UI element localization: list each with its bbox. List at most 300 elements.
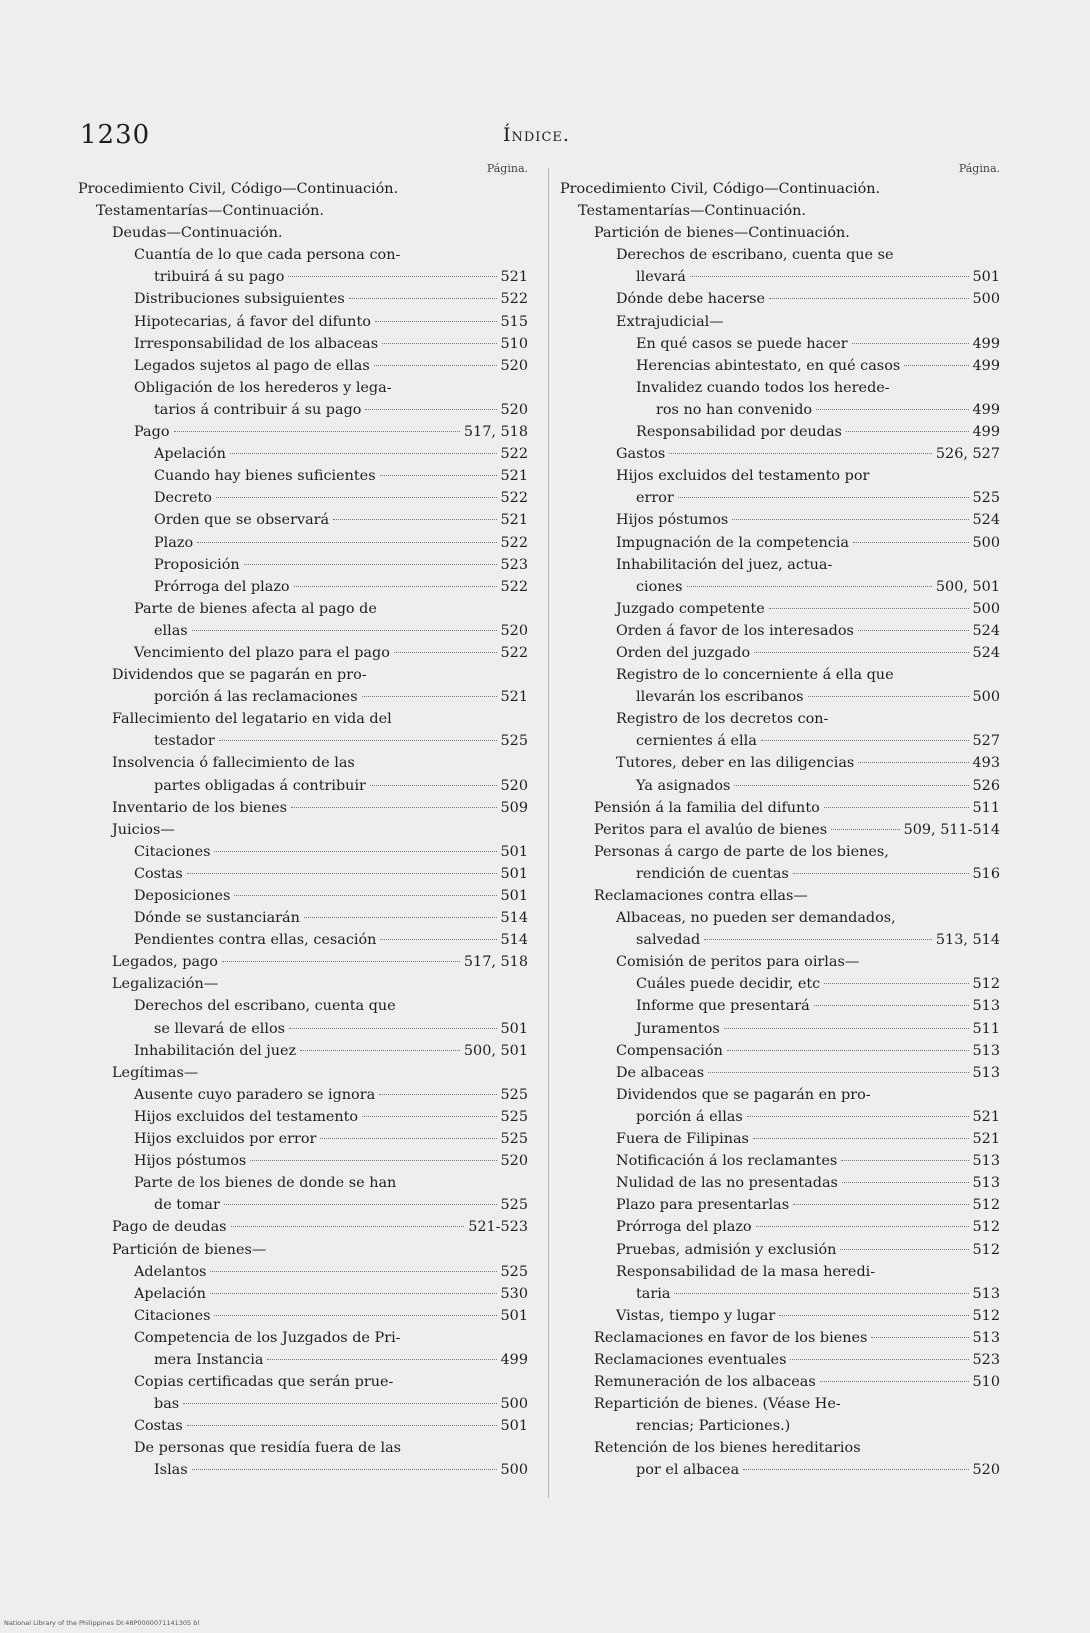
index-heading: Juicios— (112, 821, 175, 838)
entries-right (560, 178, 1000, 1482)
page-reference: 513 (972, 1042, 1000, 1059)
entry-text: Irresponsabilidad de los albaceas (134, 335, 379, 352)
page-reference: 517, 518 (463, 424, 528, 441)
entry-text: Legados, pago (112, 954, 218, 971)
dot-leader (300, 1050, 460, 1051)
index-entry (560, 995, 1000, 1017)
entry-text: Proposición (154, 556, 240, 573)
page-reference: 513 (972, 1064, 1000, 1081)
entry-text-line: Insolvencia ó fallecimiento de las (112, 755, 355, 772)
dot-leader (732, 519, 968, 520)
page-reference: 521 (500, 269, 528, 286)
entry-text-line: Dividendos que se pagarán en pro- (112, 667, 367, 684)
dot-leader (904, 365, 968, 366)
page-reference: 501 (500, 1020, 528, 1037)
index-entry (560, 355, 1000, 377)
dot-leader (379, 1094, 496, 1095)
dot-leader (687, 586, 932, 587)
page-reference: 511 (972, 1020, 1000, 1037)
dot-leader (824, 807, 969, 808)
page-reference: 526 (972, 777, 1000, 794)
entry-text-line: Retención de los bienes hereditarios (594, 1440, 861, 1457)
entry-text: Vencimiento del plazo para el pago (134, 644, 390, 661)
dot-leader (824, 983, 968, 984)
index-heading: Extrajudicial— (616, 313, 724, 330)
index-entry (560, 1040, 1000, 1062)
index-entry (560, 863, 1000, 885)
dot-leader (853, 542, 969, 543)
page-reference: 522 (500, 644, 528, 661)
entry-text: bas (154, 1396, 180, 1413)
page-reference: 512 (972, 1241, 1000, 1258)
page-reference: 520 (500, 401, 528, 418)
page-reference: 525 (500, 1131, 528, 1148)
entry-text-line: Derechos del escribano, cuenta que (134, 998, 396, 1015)
dot-leader (183, 1403, 496, 1404)
index-entry (78, 1283, 528, 1305)
index-entry (560, 1106, 1000, 1128)
entry-text-line: Registro de lo concerniente á ella que (616, 667, 894, 684)
entry-text: Pruebas, admisión y exclusión (616, 1241, 837, 1258)
dot-leader (375, 321, 497, 322)
dot-leader (734, 785, 968, 786)
dot-leader (831, 829, 899, 830)
entry-text: Fuera de Filipinas (616, 1131, 749, 1148)
page-reference: 522 (500, 291, 528, 308)
dot-leader (210, 1271, 496, 1272)
dot-leader (852, 343, 969, 344)
dot-leader (841, 1160, 968, 1161)
dot-leader (267, 1359, 496, 1360)
dot-leader (756, 1226, 969, 1227)
page-reference: 500, 501 (463, 1042, 528, 1059)
index-heading: Legalización— (112, 976, 219, 993)
index-entry (78, 863, 528, 885)
entry-text-line: Cuantía de lo que cada persona con- (134, 247, 401, 264)
index-entry (560, 730, 1000, 752)
entry-text: De albaceas (616, 1064, 705, 1081)
index-entry (78, 1040, 528, 1062)
entry-text: Costas (134, 1418, 183, 1435)
dot-leader (753, 1138, 969, 1139)
page-reference: 513 (972, 998, 1000, 1015)
index-entry (560, 1327, 1000, 1349)
index-entry (78, 311, 528, 333)
page-reference: 514 (500, 910, 528, 927)
dot-leader (320, 1138, 496, 1139)
entry-text: Adelantos (134, 1263, 207, 1280)
dot-leader (382, 343, 496, 344)
index-entry (560, 1371, 1000, 1393)
entry-text: Costas (134, 865, 183, 882)
page-reference: 520 (500, 357, 528, 374)
page-reference: 522 (500, 534, 528, 551)
index-entry (560, 333, 1000, 355)
page-reference: 501 (500, 1307, 528, 1324)
dot-leader (187, 1425, 497, 1426)
index-entry (560, 576, 1000, 598)
page-reference: 516 (972, 865, 1000, 882)
dot-leader (793, 873, 969, 874)
dot-leader (349, 298, 497, 299)
page-reference: 499 (972, 401, 1000, 418)
dot-leader (244, 564, 497, 565)
dot-leader (187, 873, 497, 874)
index-entry (78, 266, 528, 288)
entry-text: Notificación á los reclamantes (616, 1153, 838, 1170)
entry-text: ros no han convenido (656, 401, 813, 418)
index-entry (560, 1128, 1000, 1150)
footer-credit: National Library of the Philippines DI:48P0000071141305 bl (4, 1619, 200, 1627)
entry-text: ellas (154, 622, 188, 639)
page-reference: 525 (500, 1263, 528, 1280)
dot-leader (747, 1116, 969, 1117)
page-reference: 521 (500, 468, 528, 485)
index-entry (560, 443, 1000, 465)
entry-text-line: Repartición de bienes. (Véase He- (594, 1396, 841, 1413)
page-reference: 501 (972, 269, 1000, 286)
index-entry (78, 797, 528, 819)
entry-text-line: Registro de los decretos con- (616, 711, 829, 728)
entry-text: Informe que presentará (636, 998, 810, 1015)
entry-text: Impugnación de la competencia (616, 534, 850, 551)
index-entry (560, 1018, 1000, 1040)
index-entry (78, 288, 528, 310)
dot-leader (214, 1315, 496, 1316)
entry-text: Gastos (616, 446, 666, 463)
entry-text: Distribuciones subsiguientes (134, 291, 345, 308)
page-reference: 525 (500, 733, 528, 750)
dot-leader (708, 1072, 968, 1073)
page-number: 1230 (80, 120, 151, 150)
entry-text: de tomar (154, 1197, 220, 1214)
entry-text: mera Instancia (154, 1351, 264, 1368)
page-reference: 526, 527 (935, 446, 1000, 463)
entry-text: Legados sujetos al pago de ellas (134, 357, 370, 374)
page-reference: 525 (500, 1197, 528, 1214)
dot-leader (333, 519, 496, 520)
entry-text: Vistas, tiempo y lugar (616, 1307, 776, 1324)
dot-leader (793, 1204, 968, 1205)
entry-text: Islas (154, 1462, 188, 1479)
dot-leader (871, 1337, 968, 1338)
index-entry (560, 797, 1000, 819)
dot-leader (669, 453, 932, 454)
dot-leader (790, 1359, 968, 1360)
page-reference: 499 (972, 357, 1000, 374)
dot-leader (858, 762, 968, 763)
entry-text: Cuáles puede decidir, etc (636, 976, 821, 993)
page-reference: 510 (972, 1374, 1000, 1391)
entry-text: Reclamaciones eventuales (594, 1351, 787, 1368)
dot-leader (820, 1381, 969, 1382)
dot-leader (814, 1005, 969, 1006)
page-reference: 524 (972, 644, 1000, 661)
index-entry (560, 620, 1000, 642)
entry-text: Apelación (134, 1285, 206, 1302)
page-reference: 500 (972, 600, 1000, 617)
entry-text: Orden del juzgado (616, 644, 751, 661)
dot-leader (769, 608, 969, 609)
index-entry (560, 1283, 1000, 1305)
page-reference: 514 (500, 932, 528, 949)
index-entry (78, 421, 528, 443)
index-heading: Partición de bienes—Continuación. (594, 225, 850, 242)
entry-text: Pendientes contra ellas, cesación (134, 932, 377, 949)
page-reference: 499 (972, 424, 1000, 441)
dot-leader (362, 696, 497, 697)
entry-text: Dónde debe hacerse (616, 291, 766, 308)
entry-text-line: Parte de bienes afecta al pago de (134, 600, 377, 617)
entry-text: Hijos excluidos por error (134, 1131, 317, 1148)
entry-text: Plazo para presentarlas (616, 1197, 790, 1214)
page-reference: 499 (972, 335, 1000, 352)
index-entry (78, 399, 528, 421)
entry-text: tarios á contribuir á su pago (154, 401, 362, 418)
entry-text: Herencias abintestato, en qué casos (636, 357, 901, 374)
dot-leader (365, 409, 496, 410)
entry-text: Ausente cuyo paradero se ignora (134, 1086, 376, 1103)
index-entry (78, 951, 528, 973)
page-reference: 501 (500, 888, 528, 904)
index-heading: Procedimiento Civil, Código—Continuación. (78, 181, 399, 197)
entry-text-line: Obligación de los herederos y lega- (134, 379, 392, 396)
index-entry (560, 973, 1000, 995)
entry-text-line: Fallecimiento del legatario en vida del (112, 711, 392, 728)
entry-text: Decreto (154, 490, 212, 507)
dot-leader (842, 1182, 969, 1183)
page-reference: 511 (972, 799, 1000, 816)
page-reference: 525 (500, 1108, 528, 1125)
entry-text: Deposiciones (134, 888, 231, 904)
index-entry (78, 1415, 528, 1437)
page-reference: 493 (972, 755, 1000, 772)
index-entry (560, 1349, 1000, 1371)
entry-text: Pensión á la familia del difunto (594, 799, 820, 816)
index-entry (78, 620, 528, 642)
entry-text: Juramentos (636, 1020, 720, 1037)
page-reference: 500 (972, 291, 1000, 308)
index-entry (78, 686, 528, 708)
page-reference: 509, 511-514 (903, 821, 1000, 838)
entry-text: Hijos póstumos (616, 512, 729, 529)
entry-text: Hipotecarias, á favor del difunto (134, 313, 371, 330)
index-column-right (560, 162, 1000, 1482)
entry-text-line: Responsabilidad de la masa heredi- (616, 1263, 876, 1280)
entries-left (78, 178, 528, 1482)
page-reference: 521-523 (468, 1219, 528, 1236)
index-entry (78, 443, 528, 465)
index-entry (560, 1216, 1000, 1238)
entry-text: taria (636, 1285, 671, 1302)
entry-text-line: Hijos excluidos del testamento por (616, 468, 870, 485)
dot-leader (192, 1469, 497, 1470)
entry-text: Plazo (154, 534, 194, 551)
entry-text: Prórroga del plazo (154, 578, 290, 595)
entry-text: partes obligadas á contribuir (154, 777, 366, 794)
index-entry (560, 266, 1000, 288)
entry-text: cernientes á ella (636, 733, 757, 750)
entry-text-line: Dividendos que se pagarán en pro- (616, 1086, 871, 1103)
dot-leader (840, 1249, 968, 1250)
dot-leader (846, 431, 969, 432)
index-column-left (78, 162, 528, 1482)
index-entry (78, 1216, 528, 1238)
page-reference: 513, 514 (935, 932, 1000, 949)
dot-leader (214, 851, 496, 852)
entry-text: Hijos excluidos del testamento (134, 1108, 359, 1125)
page-reference: 500, 501 (935, 578, 1000, 595)
page-reference: 522 (500, 578, 528, 595)
page-reference: 527 (972, 733, 1000, 750)
entry-text: Pago de deudas (112, 1219, 227, 1236)
dot-leader (761, 740, 969, 741)
entry-text: Peritos para el avalúo de bienes (594, 821, 828, 838)
index-entry (78, 333, 528, 355)
index-entry (78, 642, 528, 664)
index-entry (560, 1150, 1000, 1172)
index-entry (78, 885, 528, 907)
dot-leader (234, 895, 496, 896)
page-reference: 515 (500, 313, 528, 330)
index-entry (78, 1305, 528, 1327)
page-reference: 520 (972, 1462, 1000, 1479)
entry-text: Inventario de los bienes (112, 799, 287, 816)
index-entry (560, 1239, 1000, 1261)
dot-leader (727, 1050, 969, 1051)
index-entry (78, 730, 528, 752)
entry-text: rendición de cuentas (636, 865, 789, 882)
index-entry (78, 355, 528, 377)
page-reference: 523 (500, 556, 528, 573)
dot-leader (370, 785, 497, 786)
dot-leader (294, 586, 497, 587)
dot-leader (197, 542, 496, 543)
dot-leader (291, 807, 497, 808)
dot-leader (304, 917, 497, 918)
index-entry (560, 1305, 1000, 1327)
page-reference: 521 (500, 689, 528, 706)
entry-text: Juzgado competente (616, 600, 765, 617)
entry-text: se llevará de ellos (154, 1020, 286, 1037)
index-entry (78, 465, 528, 487)
index-entry (560, 1062, 1000, 1084)
entry-text-line: Parte de los bienes de donde se han (134, 1175, 397, 1192)
dot-leader (380, 939, 496, 940)
entry-text: Apelación (154, 446, 226, 463)
index-heading: Testamentarías—Continuación. (96, 203, 324, 220)
index-heading: Procedimiento Civil, Código—Continuación. (560, 181, 881, 197)
dot-leader (174, 431, 460, 432)
index-entry (78, 1018, 528, 1040)
index-entry (560, 598, 1000, 620)
page-reference: 521 (972, 1108, 1000, 1125)
index-entry (78, 841, 528, 863)
index-entry (560, 929, 1000, 951)
index-entry (560, 1172, 1000, 1194)
index-entry (560, 642, 1000, 664)
page-reference: 501 (500, 843, 528, 860)
dot-leader (724, 1028, 969, 1029)
index-entry (78, 1150, 528, 1172)
dot-leader (222, 961, 460, 962)
index-heading: Partición de bienes— (112, 1241, 267, 1258)
index-entry (78, 1261, 528, 1283)
index-heading: Testamentarías—Continuación. (578, 203, 806, 220)
index-entry (78, 509, 528, 531)
index-entry (78, 1128, 528, 1150)
index-heading: Deudas—Continuación. (112, 225, 283, 242)
index-entry (78, 1459, 528, 1481)
dot-leader (769, 298, 969, 299)
index-entry (560, 775, 1000, 797)
entry-text: En qué casos se puede hacer (636, 335, 848, 352)
entry-text: Orden á favor de los interesados (616, 622, 854, 639)
page-reference: 500 (500, 1396, 528, 1413)
dot-leader (779, 1315, 968, 1316)
page-reference: 512 (972, 1197, 1000, 1214)
index-entry (560, 509, 1000, 531)
dot-leader (808, 696, 969, 697)
page-reference: 501 (500, 865, 528, 882)
page-reference: 523 (972, 1351, 1000, 1368)
page-reference: 510 (500, 335, 528, 352)
dot-leader (288, 276, 496, 277)
entry-text: tribuirá á su pago (154, 269, 285, 286)
page-reference: 524 (972, 622, 1000, 639)
entry-text: porción á ellas (636, 1108, 743, 1125)
dot-leader (816, 409, 968, 410)
index-entry (560, 752, 1000, 774)
dot-leader (380, 475, 497, 476)
page-header-title: Índice. (503, 124, 570, 146)
entry-text-line: Copias certificadas que serán prue- (134, 1374, 394, 1391)
page-reference: 517, 518 (463, 954, 528, 971)
page-reference: 512 (972, 976, 1000, 993)
entry-text: error (636, 490, 674, 507)
entry-text: Prórroga del plazo (616, 1219, 752, 1236)
page-reference: 513 (972, 1175, 1000, 1192)
entry-text-line: Personas á cargo de parte de los bienes, (594, 843, 889, 860)
entry-text: Ya asignados (636, 777, 731, 794)
dot-leader (192, 630, 497, 631)
entry-text: Inhabilitación del juez (134, 1042, 297, 1059)
index-entry (78, 1106, 528, 1128)
index-entry (78, 775, 528, 797)
dot-leader (754, 652, 968, 653)
index-entry (78, 907, 528, 929)
entry-text: por el albacea (636, 1462, 740, 1479)
page-reference: 512 (972, 1307, 1000, 1324)
dot-leader (250, 1160, 496, 1161)
entry-text: Pago (134, 424, 170, 441)
page-reference: 525 (972, 490, 1000, 507)
page-reference: 513 (972, 1153, 1000, 1170)
page-reference: 501 (500, 1418, 528, 1435)
page-reference: 500 (500, 1462, 528, 1479)
index-heading: Legítimas— (112, 1064, 199, 1081)
page-reference: 500 (972, 534, 1000, 551)
entry-text: Citaciones (134, 843, 211, 860)
page-reference: 520 (500, 777, 528, 794)
entry-text: Citaciones (134, 1307, 211, 1324)
dot-leader (219, 740, 497, 741)
entry-text: testador (154, 733, 215, 750)
dot-leader (678, 497, 969, 498)
index-entry (560, 819, 1000, 841)
page-reference: 522 (500, 490, 528, 507)
entry-text: Compensación (616, 1042, 723, 1059)
